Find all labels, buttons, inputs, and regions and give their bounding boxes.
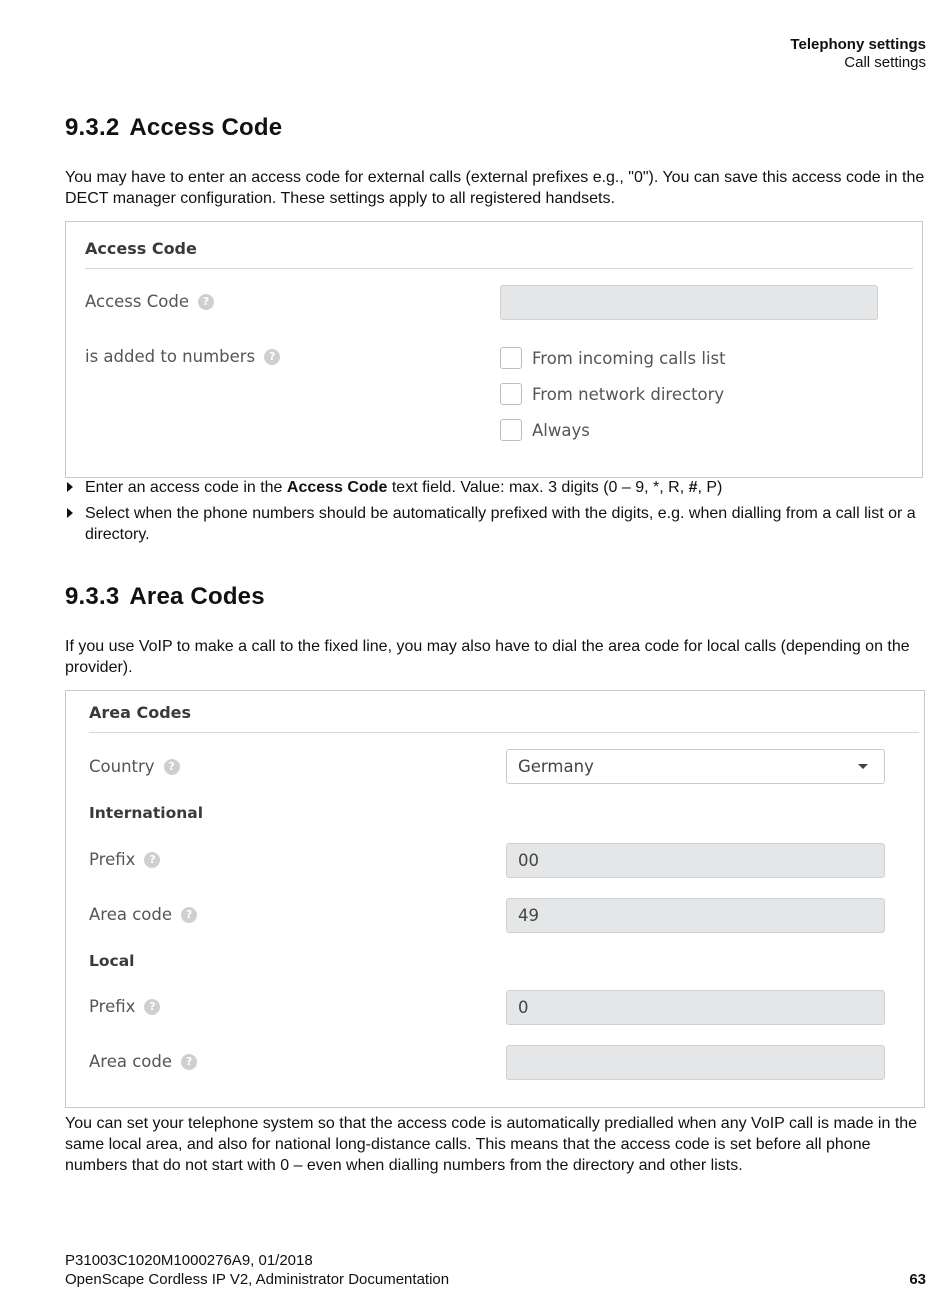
access-code-label: [85, 292, 214, 311]
section-title: Area Codes: [129, 583, 265, 610]
help-icon[interactable]: ?: [181, 907, 197, 923]
local-prefix-label-text: Prefix: [89, 997, 136, 1016]
intl-prefix-label: [89, 850, 160, 869]
access-code-input[interactable]: [500, 285, 878, 320]
triangle-right-icon: [67, 508, 73, 518]
bullet-bold-text: #: [688, 479, 698, 496]
intl-prefix-input[interactable]: 00: [506, 843, 885, 878]
caret-down-icon: [858, 764, 868, 769]
intl-area-code-label-text: Area code: [89, 905, 173, 924]
local-area-code-label-text: Area code: [89, 1052, 173, 1071]
checkbox-always[interactable]: [500, 419, 590, 441]
page-header: [790, 36, 926, 72]
country-label-text: Country: [89, 757, 155, 776]
added-to-numbers-text: is added to numbers: [85, 347, 256, 366]
section-number: 9.3.3: [65, 583, 120, 610]
access-code-panel: [65, 221, 923, 478]
checkbox[interactable]: [500, 347, 522, 369]
section-title: Access Code: [129, 114, 283, 141]
intl-area-code-input[interactable]: 49: [506, 898, 885, 933]
page-number: 63: [909, 1271, 926, 1288]
country-select[interactable]: [506, 749, 885, 784]
area-codes-panel: [65, 690, 925, 1108]
added-to-numbers-label: [85, 347, 280, 366]
checkbox-label: From network directory: [532, 384, 725, 404]
bullet-text: Enter an access code in the: [85, 479, 287, 496]
local-prefix-label: [89, 997, 160, 1016]
page-footer: [65, 1251, 449, 1289]
section-heading-access-code: [65, 114, 282, 142]
help-icon[interactable]: ?: [264, 349, 280, 365]
bullet-bold-text: Access Code: [286, 479, 388, 496]
country-label: [89, 757, 180, 776]
checkbox[interactable]: [500, 419, 522, 441]
checkbox-network-directory[interactable]: [500, 383, 724, 405]
triangle-right-icon: [67, 482, 73, 492]
section-heading-area-codes: [65, 583, 265, 611]
local-area-code-label: [89, 1052, 197, 1071]
header-chapter: Telephony settings: [790, 36, 926, 53]
section-number: 9.3.2: [65, 114, 120, 141]
country-selected-value: Germany: [518, 757, 594, 776]
bullet-text: , P): [697, 479, 723, 496]
header-section: Call settings: [844, 54, 926, 71]
document-title: OpenScape Cordless IP V2, Administrator Documentation: [65, 1271, 450, 1288]
panel-divider: [85, 268, 913, 269]
access-code-intro: You may have to enter an access code for external calls (external prefixes e.g., "0"). You can save this access code in the DECT manager configuration. These settings apply to all registered handsets.: [65, 169, 925, 207]
help-icon[interactable]: ?: [144, 999, 160, 1015]
local-prefix-input[interactable]: 0: [506, 990, 885, 1025]
instruction-bullet: [65, 477, 927, 498]
area-codes-intro: If you use VoIP to make a call to the fixed line, you may also have to dial the area code for local calls (depending on the provider).: [65, 638, 910, 676]
panel-title: Access Code: [85, 239, 197, 258]
checkbox[interactable]: [500, 383, 522, 405]
help-icon[interactable]: ?: [181, 1054, 197, 1070]
local-area-code-input[interactable]: [506, 1045, 885, 1080]
checkbox-label: Always: [532, 420, 590, 440]
instruction-bullet: [65, 503, 927, 545]
area-codes-outro: You can set your telephone system so that the access code is automatically predialled when any VoIP call is made in the same local area, and also for national long-distance calls. This means that the access code is set before all phone numbers that do not start with 0 – even when dialling numbers from the directory and other lists.: [65, 1115, 918, 1174]
intl-prefix-label-text: Prefix: [89, 850, 136, 869]
panel-divider: [89, 732, 919, 733]
checkbox-incoming-calls-list[interactable]: [500, 347, 726, 369]
international-heading: International: [89, 804, 204, 822]
help-icon[interactable]: ?: [198, 294, 214, 310]
help-icon[interactable]: ?: [164, 759, 180, 775]
document-id: P31003C1020M1000276A9, 01/2018: [65, 1252, 313, 1269]
panel-title: Area Codes: [89, 703, 192, 722]
bullet-text: Select when the phone numbers should be automatically prefixed with the digits, e.g. when dialling from a call list or a directory.: [85, 505, 916, 543]
access-code-label-text: Access Code: [85, 292, 189, 311]
help-icon[interactable]: ?: [144, 852, 160, 868]
local-heading: Local: [89, 952, 135, 970]
checkbox-label: From incoming calls list: [532, 348, 726, 368]
bullet-text: text field. Value: max. 3 digits (0 – 9, *, R,: [387, 479, 689, 496]
intl-area-code-label: [89, 905, 197, 924]
